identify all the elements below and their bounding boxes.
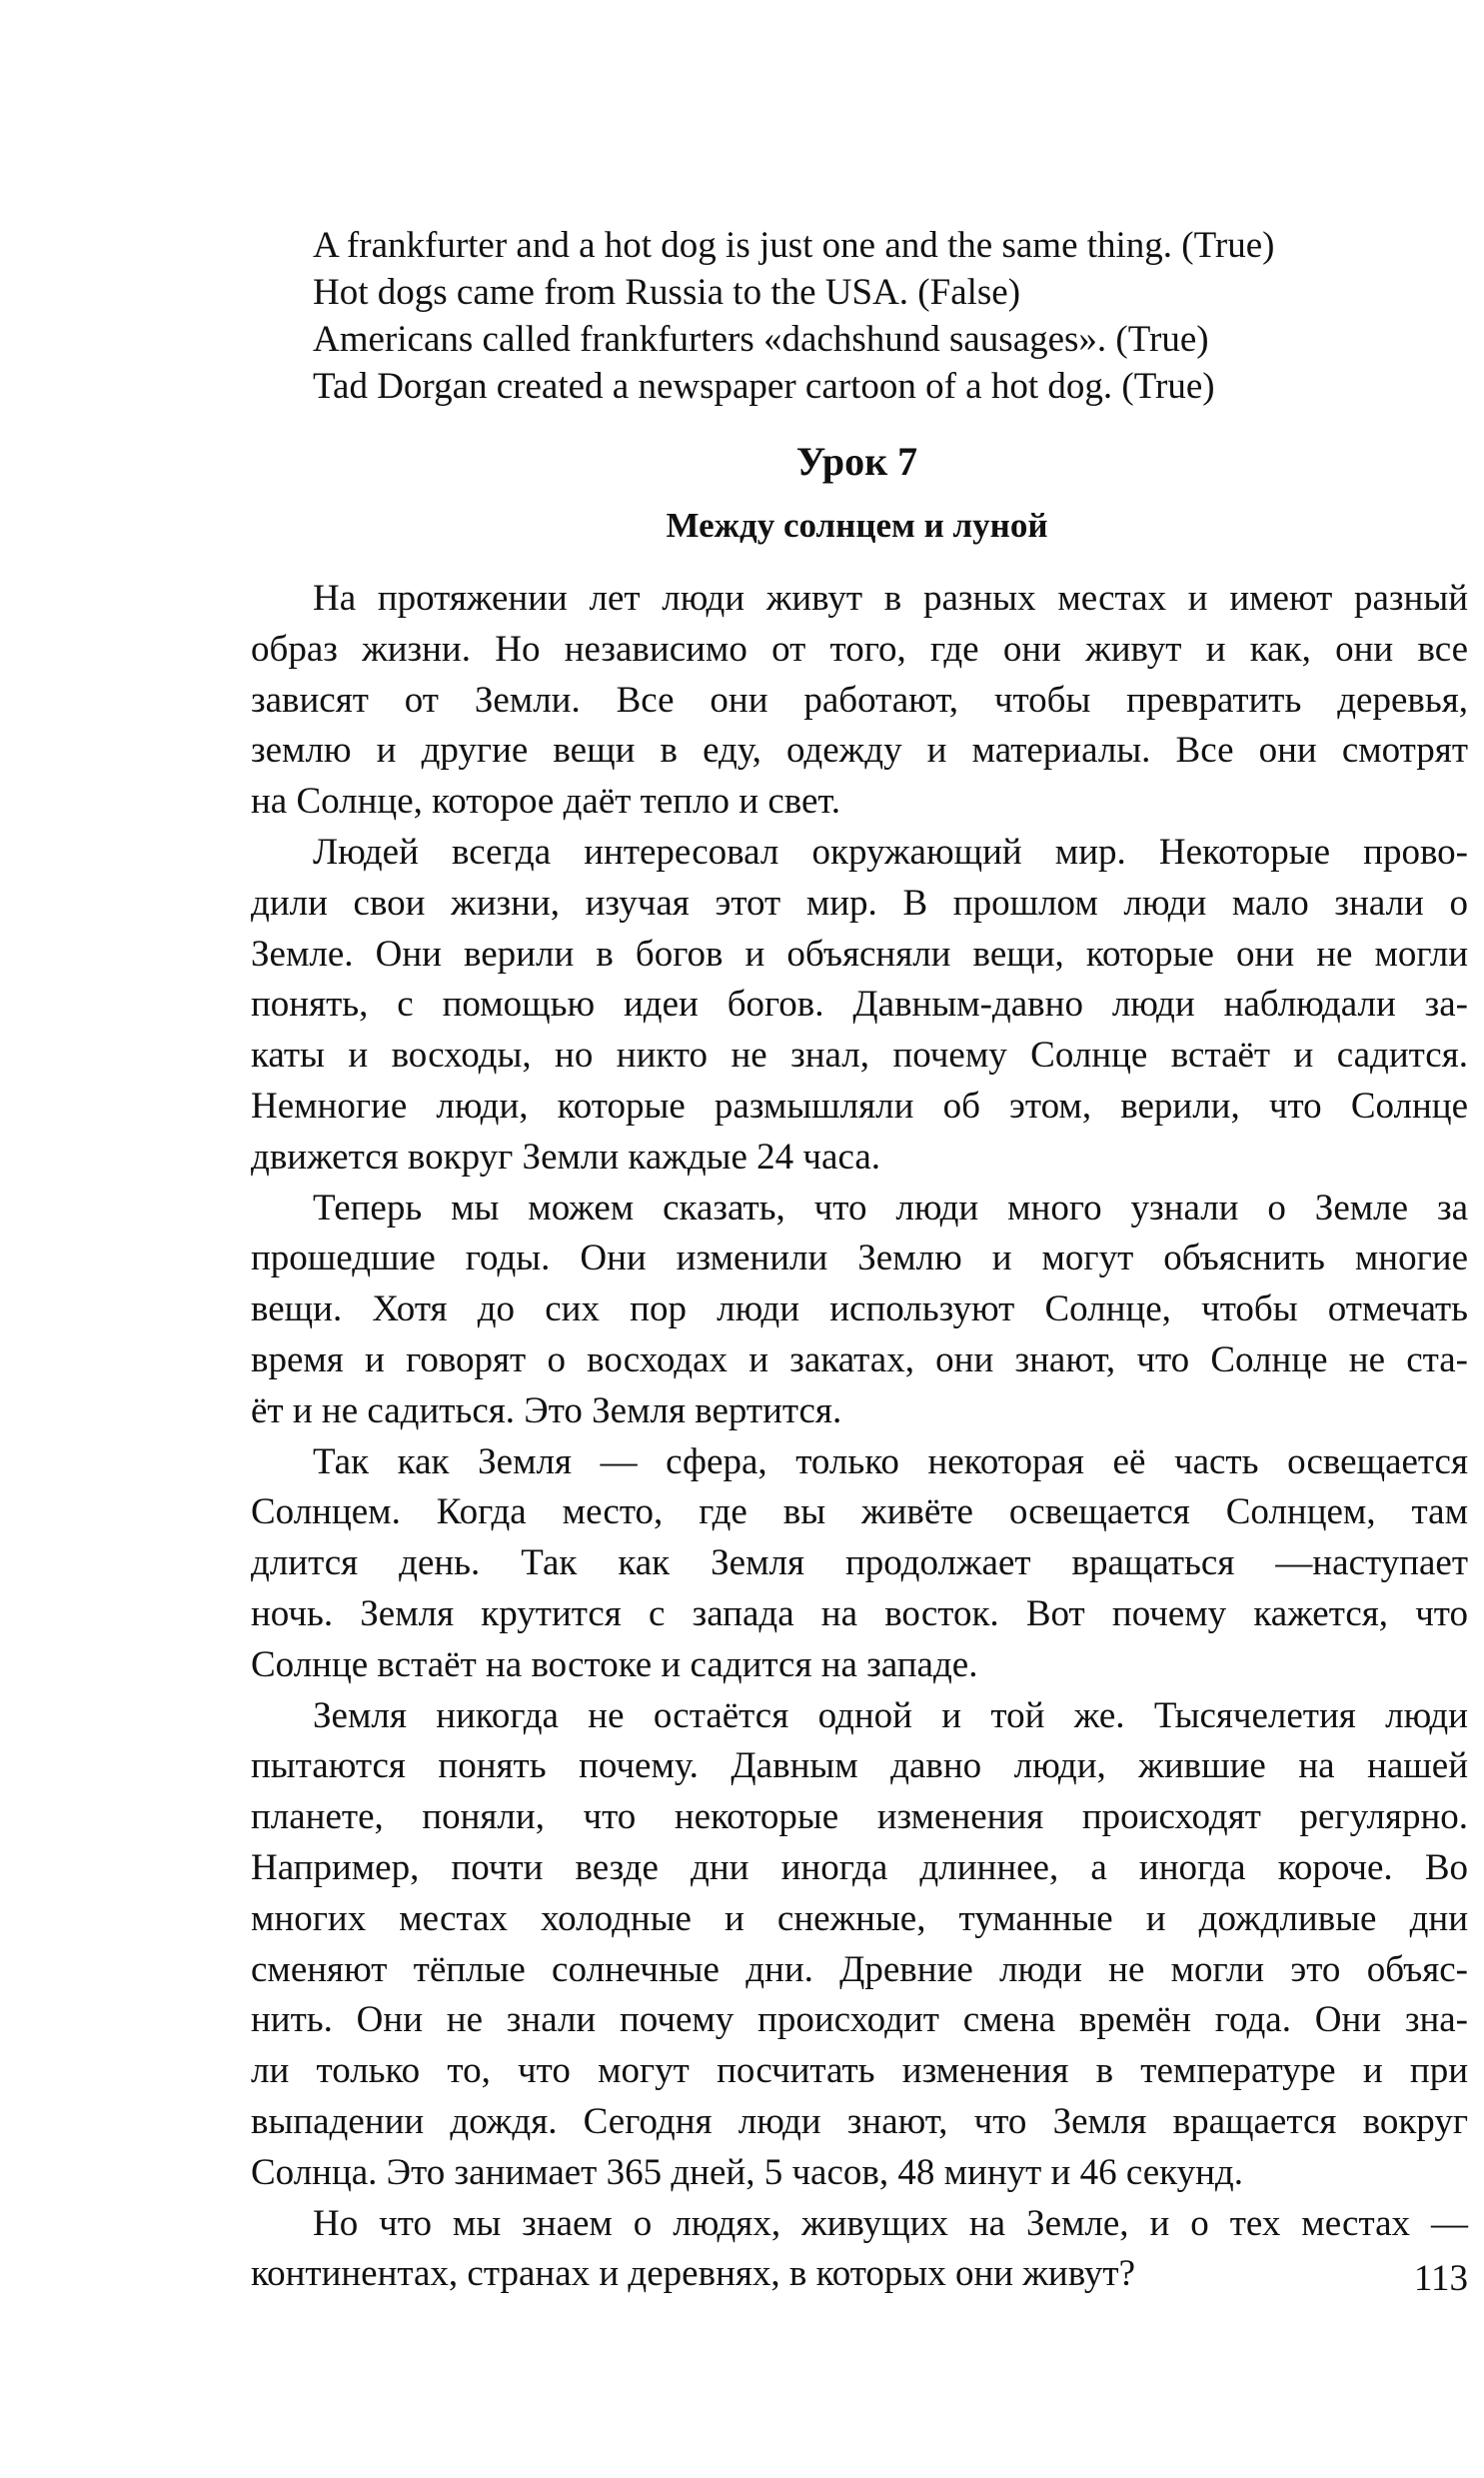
- paragraph: [251, 1184, 1468, 1437]
- text-line: Например, почти везде дни иногда длиннее, а иногда короче. Во: [251, 1846, 1468, 1888]
- text-line: Земля никогда не остаётся одной и той же. Тысячелетия люди: [313, 1694, 1468, 1736]
- text-line: Земле. Они верили в богов и объясняли вещи, которые они не могли: [251, 933, 1468, 975]
- true-false-answers: [313, 222, 1472, 410]
- text-line: ли только то, что могут посчитать изменения в температуре и при: [251, 2050, 1468, 2092]
- text-line: Людей всегда интересовал окружающий мир. Некоторые прово-: [313, 831, 1468, 873]
- text-line: Солнце встаёт на востоке и садится на западе.: [251, 1643, 978, 1685]
- text-line: На протяжении лет люди живут в разных местах и имеют разный: [313, 578, 1468, 619]
- paragraph: [251, 828, 1468, 1184]
- paragraph: [251, 2199, 1468, 2301]
- answer-line: Americans called frankfurters «dachshund sausages». (True): [313, 319, 1209, 360]
- text-line: каты и восходы, но никто не знал, почему Солнце встаёт и садится.: [251, 1035, 1468, 1077]
- paragraph: [251, 1437, 1468, 1691]
- text-line: ёт и не садиться. Это Земля вертится.: [251, 1389, 842, 1431]
- paragraph: [251, 1691, 1468, 2199]
- text-line: дили свои жизни, изучая этот мир. В прошлом люди мало знали о: [251, 882, 1468, 924]
- lesson-title: Урок 7: [795, 439, 918, 484]
- text-line: зависят от Земли. Все они работают, чтобы превратить деревья,: [251, 679, 1468, 721]
- text-line: Солнцем. Когда место, где вы живёте освещается Солнцем, там: [251, 1491, 1468, 1533]
- text-line: образ жизни. Но независимо от того, где они живут и как, они все: [251, 628, 1468, 670]
- text-line: понять, с помощью идеи богов. Давным-давно люди наблюдали за-: [251, 984, 1468, 1026]
- text-line: нить. Они не знали почему происходит смена времён года. Они зна-: [251, 1999, 1468, 2041]
- text-line: планете, поняли, что некоторые изменения происходят регулярно.: [251, 1796, 1468, 1838]
- text-line: длится день. Так как Земля продолжает вращаться —наступает: [251, 1542, 1468, 1584]
- text-line: Солнца. Это занимает 365 дней, 5 часов, 48 минут и 46 секунд.: [251, 2151, 1243, 2193]
- text-line: время и говорят о восходах и закатах, они знают, что Солнце не ста-: [251, 1338, 1468, 1380]
- text-line: Но что мы знаем о людях, живущих на Земле, и о тех местах —: [313, 2202, 1468, 2244]
- answer-line: Hot dogs came from Russia to the USA. (False): [313, 272, 1021, 313]
- text-line: вещи. Хотя до сих пор люди используют Солнце, чтобы отмечать: [251, 1288, 1468, 1330]
- lesson-subtitle: Между солнцем и луной: [666, 506, 1048, 545]
- paragraph: [251, 574, 1468, 828]
- page-number: 113: [1413, 2258, 1468, 2299]
- text-line: землю и другие вещи в еду, одежду и материалы. Все они смотрят: [251, 730, 1468, 772]
- answer-line: A frankfurter and a hot dog is just one and the same thing. (True): [313, 225, 1275, 266]
- text-line: на Солнце, которое даёт тепло и свет.: [251, 781, 841, 823]
- text-line: ночь. Земля крутится с запада на восток. Вот почему кажется, что: [251, 1592, 1468, 1634]
- text-line: выпадении дождя. Сегодня люди знают, что Земля вращается вокруг: [251, 2100, 1468, 2142]
- text-line: континентах, странах и деревнях, в которых они живут?: [251, 2253, 1136, 2295]
- text-line: Теперь мы можем сказать, что люди много узнали о Земле за: [313, 1187, 1468, 1229]
- text-line: прошедшие годы. Они изменили Землю и могут объяснить многие: [251, 1238, 1468, 1279]
- text-line: пытаются понять почему. Давным давно люди, жившие на нашей: [251, 1745, 1468, 1787]
- lesson-text: [251, 574, 1468, 2300]
- text-line: движется вокруг Земли каждые 24 часа.: [251, 1136, 881, 1178]
- text-line: сменяют тёплые солнечные дни. Древние люди не могли это объяс-: [251, 1948, 1468, 1990]
- text-line: многих местах холодные и снежные, туманные и дождливые дни: [251, 1897, 1468, 1939]
- text-line: Немногие люди, которые размышляли об этом, верили, что Солнце: [251, 1085, 1468, 1127]
- text-line: Так как Земля — сфера, только некоторая её часть освещается: [313, 1440, 1468, 1482]
- answer-line: Tad Dorgan created a newspaper cartoon of a hot dog. (True): [313, 366, 1215, 407]
